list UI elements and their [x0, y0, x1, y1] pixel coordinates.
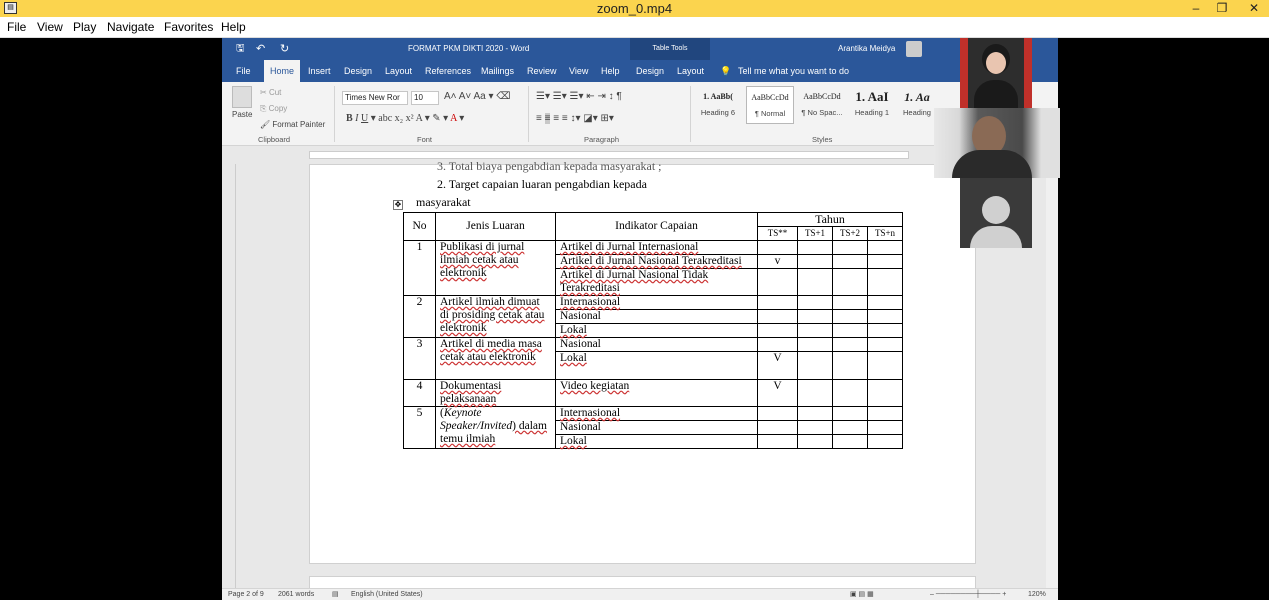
row-ts1 [798, 380, 833, 407]
table-move-handle-icon[interactable]: ✥ [394, 200, 402, 209]
cut-label: Cut [268, 88, 282, 97]
row-ts: v [758, 255, 798, 269]
table-tools-label: Table Tools [630, 38, 710, 60]
row-no: 4 [404, 380, 436, 407]
lightbulb-icon: 💡 [720, 66, 732, 76]
menu-navigate[interactable]: Navigate [107, 20, 155, 34]
style-preview: AaBbCcDd [751, 93, 789, 102]
copy-icon: ⎘ [260, 104, 269, 113]
copy-button[interactable] [260, 104, 287, 114]
style-preview: AaBbCcDd [803, 92, 841, 101]
ribbon-tabs [222, 60, 1058, 82]
font-size-select[interactable]: 10 [411, 91, 439, 105]
zoom-level[interactable]: 120% [1028, 591, 1046, 598]
row-ts [758, 241, 798, 255]
tab-review[interactable]: Review [527, 66, 557, 76]
jenis-text: Artikel ilmiah dimuat di prosiding cetak atau elektronik [440, 296, 545, 334]
style-preview: 1. Aa [904, 90, 930, 104]
user-avatar[interactable] [906, 41, 922, 57]
paragraph-group-label: Paragraph [584, 135, 620, 144]
row-ts1 [798, 435, 833, 449]
list-item-2: 2. Target capaian luaran pengabdian kepada [437, 177, 647, 191]
row-indikator: Nasional [556, 310, 758, 324]
jenis-text: Artikel di media masa cetak atau elektronik [440, 338, 542, 363]
list-item-3: 3. Total biaya pengabdian kepada masyarakat ; [437, 159, 662, 173]
language[interactable]: English (United States) [351, 591, 423, 598]
style-name: ¶ Normal [754, 109, 786, 118]
word-window [222, 38, 1058, 600]
row-ts2 [833, 380, 868, 407]
undo-icon[interactable]: ↶ [256, 43, 266, 55]
row-ts: V [758, 352, 798, 380]
row-ts1 [798, 338, 833, 352]
row-jenis [436, 338, 556, 380]
row-tsn [868, 352, 903, 380]
jenis-text: Dokumentasi pelaksanaan [440, 380, 502, 405]
row-ts2 [833, 352, 868, 380]
scissors-icon: ✂ [260, 88, 269, 97]
row-indikator [556, 435, 758, 449]
background-red [1024, 38, 1032, 108]
row-ts1 [798, 421, 833, 435]
row-ts1 [798, 241, 833, 255]
row-ts2 [833, 435, 868, 449]
row-ts2 [833, 269, 868, 296]
status-bar [222, 588, 1058, 600]
row-ts: V [758, 380, 798, 407]
row-indikator [556, 407, 758, 421]
document-page[interactable] [309, 159, 976, 564]
row-ts [758, 310, 798, 324]
indikator-text: Internasional [560, 407, 621, 419]
row-indikator [556, 324, 758, 338]
row-indikator: Nasional [556, 338, 758, 352]
row-tsn [868, 255, 903, 269]
menu-favorites[interactable]: Favorites [164, 20, 214, 34]
save-icon[interactable]: 🖫 [236, 43, 245, 54]
tab-insert[interactable]: Insert [308, 66, 331, 76]
jenis-text-italic: Keynote Speaker/Invited [440, 407, 513, 432]
tab-design[interactable]: Design [344, 66, 373, 76]
font-grow-shrink-icons[interactable]: A˄ A˅ Aa ▾ ⌫ [444, 91, 511, 102]
clipboard-icon [232, 86, 252, 108]
row-ts1 [798, 352, 833, 380]
participant-video-2[interactable] [934, 108, 1060, 178]
row-indikator [556, 269, 758, 296]
row-no: 5 [404, 407, 436, 449]
format-painter-button[interactable] [260, 120, 325, 129]
font-group-label: Font [417, 135, 433, 144]
avatar-body-icon [970, 226, 1022, 248]
row-ts2 [833, 255, 868, 269]
body-shape [952, 150, 1032, 178]
row-tsn [868, 310, 903, 324]
row-ts1 [798, 296, 833, 310]
paste-button[interactable]: Paste [232, 110, 253, 119]
word-title-bar [222, 38, 1058, 60]
row-ts2 [833, 296, 868, 310]
indikator-text: Internasional [560, 296, 621, 308]
tab-references[interactable]: References [425, 66, 472, 76]
table-row [404, 338, 903, 352]
menu-file[interactable]: File [7, 20, 27, 34]
redo-icon[interactable]: ↻ [280, 43, 290, 55]
zoom-slider[interactable]: – ────────┼──── + [930, 591, 1007, 598]
row-ts2 [833, 407, 868, 421]
style-heading[interactable] [900, 86, 934, 124]
row-ts1 [798, 407, 833, 421]
indikator-text: Artikel di Jurnal Nasional Terakreditasi [560, 255, 742, 267]
row-jenis [436, 380, 556, 407]
indikator-text: Artikel di Jurnal Nasional Tidak Terakreditasi [560, 269, 709, 294]
cut-button[interactable] [260, 88, 281, 97]
style-preview: 1. AaBb( [703, 92, 733, 101]
indikator-text: Artikel di Jurnal Internasional [560, 241, 699, 253]
tab-view[interactable]: View [569, 66, 589, 76]
header-ts1: TS+1 [798, 227, 833, 241]
font-name-select[interactable]: Times New Ror [342, 91, 408, 105]
page-count[interactable]: Page 2 of 9 [228, 591, 264, 598]
luaran-table [403, 212, 903, 449]
row-tsn [868, 324, 903, 338]
row-tsn [868, 269, 903, 296]
table-row [404, 241, 903, 255]
row-tsn [868, 241, 903, 255]
minimize-button[interactable]: – [1192, 1, 1200, 15]
jenis-text-close: ) dalam temu ilmiah [440, 420, 547, 445]
user-name: Arantika Meidya [838, 44, 896, 53]
player-title-bar [0, 0, 1269, 17]
brush-icon: 🖌 [260, 120, 273, 129]
row-indikator: Nasional [556, 421, 758, 435]
header-no: No [404, 213, 436, 241]
tab-home[interactable]: Home [264, 60, 300, 82]
table-row [404, 407, 903, 421]
indikator-text: Video kegiatan [560, 380, 630, 392]
tell-me-search[interactable]: Tell me what you want to do [738, 66, 850, 76]
participant-video-3[interactable] [960, 178, 1032, 248]
jenis-text-open: ( [440, 407, 444, 419]
row-no: 2 [404, 296, 436, 338]
row-ts1 [798, 324, 833, 338]
style-heading-1[interactable] [848, 86, 896, 124]
row-indikator [556, 241, 758, 255]
style-no-spacing[interactable] [798, 86, 846, 124]
style-name: Heading 1 [854, 108, 890, 117]
clipboard-group-label: Clipboard [258, 135, 291, 144]
row-tsn [868, 407, 903, 421]
tab-file[interactable]: File [236, 66, 251, 76]
font-format-buttons[interactable]: B I U ▾ abc x₂ x² A ▾ ✎ ▾ A ▾ [346, 113, 465, 124]
tab-table-layout[interactable]: Layout [677, 66, 705, 76]
row-indikator [556, 255, 758, 269]
row-indikator [556, 380, 758, 407]
row-ts [758, 324, 798, 338]
jenis-text: Publikasi di jurnal ilmiah cetak atau elektronik [440, 241, 525, 279]
ruler-track [309, 151, 909, 159]
player-title: zoom_0.mp4 [596, 1, 673, 16]
row-tsn [868, 338, 903, 352]
menu-help[interactable]: Help [221, 20, 246, 34]
row-ts1 [798, 310, 833, 324]
copy-label: Copy [268, 104, 288, 113]
table-row [404, 380, 903, 407]
indikator-text: Lokal [560, 352, 587, 364]
format-painter-label: Format Painter [272, 120, 326, 129]
document-title: FORMAT PKM DIKTI 2020 - Word [408, 44, 530, 53]
participant-video-1[interactable] [960, 38, 1032, 108]
tab-table-design[interactable]: Design [636, 66, 665, 76]
row-ts1 [798, 255, 833, 269]
styles-group-label: Styles [812, 135, 833, 144]
menu-view[interactable]: View [37, 20, 63, 34]
header-ts2: TS+2 [833, 227, 868, 241]
tab-help[interactable]: Help [601, 66, 620, 76]
tab-mailings[interactable]: Mailings [481, 66, 515, 76]
proofing-icon[interactable]: ▤ [332, 591, 339, 598]
header-indikator: Indikator Capaian [556, 213, 758, 241]
row-indikator [556, 296, 758, 310]
style-name: Heading 6 [700, 108, 736, 117]
list-buttons[interactable]: ☰▾ ☰▾ ☰▾ ⇤ ⇥ ↕ ¶ [536, 91, 622, 102]
player-app-icon[interactable]: ▤ [4, 2, 17, 14]
row-indikator [556, 352, 758, 380]
face-shape [986, 52, 1006, 74]
style-heading-6[interactable] [694, 86, 742, 124]
style-normal[interactable] [746, 86, 794, 124]
header-tahun: Tahun [758, 213, 903, 227]
ribbon-home [222, 82, 1058, 146]
view-mode-buttons[interactable]: ▣ ▤ ▦ [850, 591, 874, 598]
header-tsn: TS+n [868, 227, 903, 241]
row-ts2 [833, 324, 868, 338]
row-tsn [868, 380, 903, 407]
row-ts2 [833, 338, 868, 352]
row-ts2 [833, 241, 868, 255]
player-menu-bar [0, 17, 1269, 38]
menu-play[interactable]: Play [73, 20, 97, 34]
table-row [404, 296, 903, 310]
vertical-scrollbar[interactable] [1046, 164, 1058, 588]
header-jenis: Jenis Luaran [436, 213, 556, 241]
row-ts [758, 421, 798, 435]
header-ts: TS** [758, 227, 798, 241]
row-jenis [436, 407, 556, 449]
list-item-continuation: masyarakat [416, 195, 471, 209]
divider [528, 86, 529, 142]
word-count[interactable]: 2061 words [278, 591, 315, 598]
row-no: 3 [404, 338, 436, 380]
indikator-text: Lokal [560, 324, 587, 336]
vertical-ruler[interactable] [222, 164, 236, 594]
alignment-buttons[interactable]: ≡ ≡ ≡ ≡ ↕▾ ◪▾ ⊞▾ [536, 113, 614, 124]
row-no: 1 [404, 241, 436, 296]
indikator-text: Lokal [560, 435, 587, 447]
row-ts [758, 435, 798, 449]
style-name: ¶ No Spac... [801, 108, 843, 117]
row-ts [758, 269, 798, 296]
row-ts2 [833, 421, 868, 435]
avatar-head-icon [982, 196, 1010, 224]
restore-button[interactable]: ❐ [1216, 1, 1228, 15]
row-ts [758, 338, 798, 352]
row-tsn [868, 421, 903, 435]
row-jenis [436, 296, 556, 338]
row-tsn [868, 435, 903, 449]
style-name: Heading [903, 108, 931, 117]
row-tsn [868, 296, 903, 310]
row-ts [758, 407, 798, 421]
close-button[interactable]: ✕ [1248, 1, 1260, 15]
row-ts2 [833, 310, 868, 324]
divider [690, 86, 691, 142]
row-jenis [436, 241, 556, 296]
tab-layout[interactable]: Layout [385, 66, 413, 76]
body-shape [974, 80, 1018, 108]
row-ts [758, 296, 798, 310]
row-ts1 [798, 269, 833, 296]
divider [334, 86, 335, 142]
style-preview: 1. AaI [855, 89, 889, 104]
background-red [960, 38, 968, 108]
